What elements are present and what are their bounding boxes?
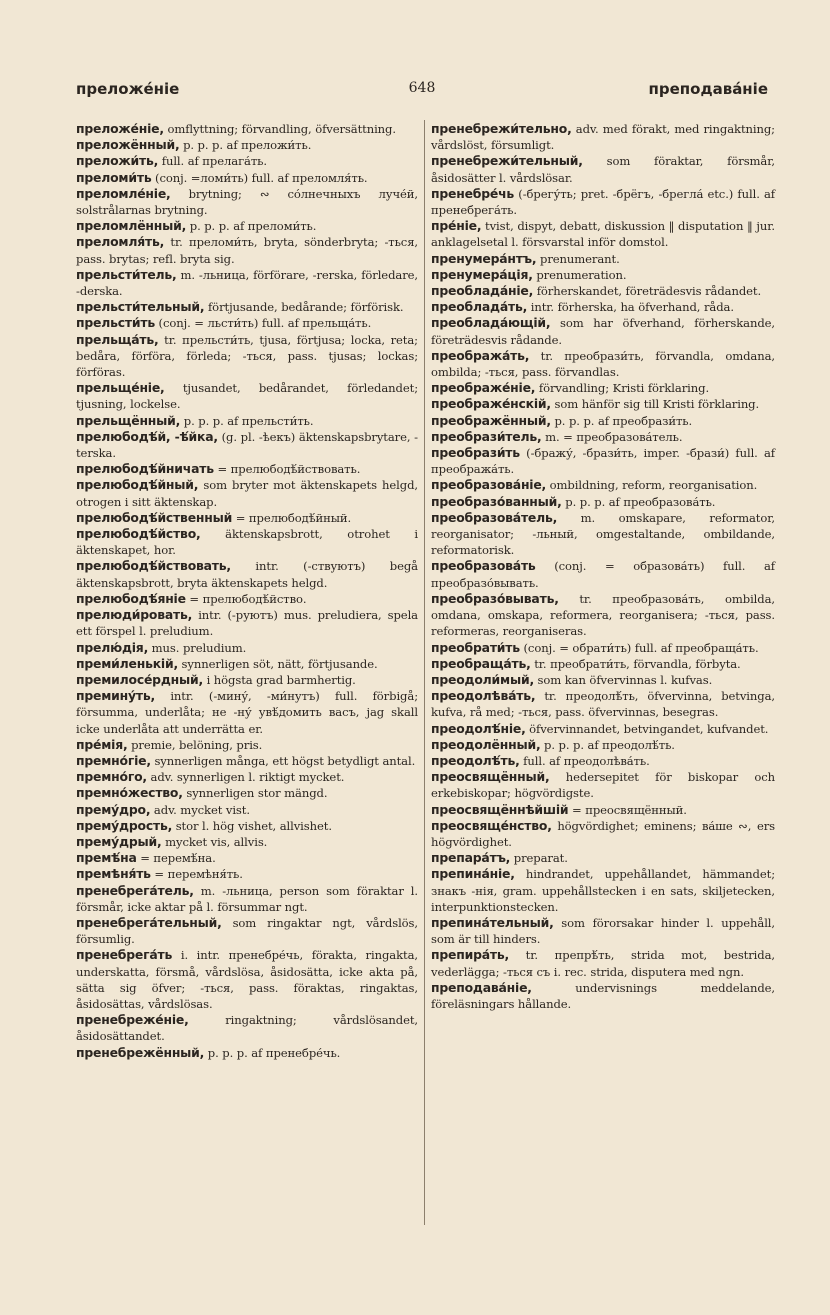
- entry-definition: premie, belöning, pris.: [127, 737, 263, 752]
- dictionary-entry: [431, 753, 775, 769]
- dictionary-entry: [431, 980, 775, 1012]
- entry-definition: preparat.: [510, 851, 568, 866]
- entry-headword: преосвящённый,: [431, 769, 550, 785]
- entry-headword: пренебрежи́тельно,: [431, 121, 572, 136]
- entry-headword: препира́ть,: [431, 947, 510, 963]
- entry-definition: som har öfverhand, förherskande, företrädesvis rådande.: [431, 316, 775, 347]
- entry-definition: prenumerant.: [536, 251, 620, 266]
- dictionary-entry: [431, 802, 775, 818]
- entry-definition: = прелюбодѣ́йный.: [232, 510, 352, 525]
- entry-definition: (conj. = обрати́ть) full. af преобраща́ть.: [519, 640, 759, 655]
- entry-headword: преложи́ть,: [76, 153, 159, 169]
- entry-definition: förherskandet, företrädesvis rådandet.: [533, 284, 762, 299]
- dictionary-entry: [431, 640, 775, 656]
- dictionary-entry: [431, 866, 775, 915]
- dictionary-entry: [76, 883, 418, 915]
- dictionary-entry: [76, 656, 418, 672]
- entry-headword: прелюди́ровать,: [76, 607, 193, 623]
- entry-headword: преосвяще́нство,: [431, 817, 552, 833]
- dictionary-entry: [431, 348, 775, 380]
- dictionary-entry: [431, 429, 775, 445]
- entry-definition: som ringaktar ngt, vårdslös, försumlig.: [76, 915, 418, 947]
- running-head-right: преподава́ніе: [648, 80, 768, 98]
- entry-headword: пренебрега́ть: [76, 947, 173, 963]
- entry-definition: brytning; ∾ со́лнечныхъ луче́й, solstrålarnas brytning.: [76, 186, 418, 218]
- entry-definition: som föraktar, försmår, åsidosätter l. vårdslösar.: [431, 154, 775, 185]
- dictionary-entry: [76, 413, 418, 429]
- dictionary-entry: [431, 315, 775, 347]
- dictionary-entry: [76, 477, 418, 509]
- entry-definition: m. = преобразова́тель.: [541, 429, 683, 444]
- entry-headword: премѣ́на: [76, 850, 137, 866]
- entry-definition: = прелюбодѣ́йствовать.: [213, 462, 361, 477]
- entry-definition: (-брегу́ть; pret. -брёгъ, -брегла́ etc.) full. af пренебрега́ть.: [431, 186, 775, 218]
- dictionary-entry: [76, 121, 418, 137]
- entry-headword: преложе́ніе,: [76, 121, 164, 136]
- dictionary-entry: [76, 672, 418, 688]
- entry-headword: преломля́ть,: [76, 234, 165, 250]
- dictionary-entry: [76, 380, 418, 412]
- dictionary-entry: [76, 737, 418, 753]
- entry-headword: прелюбодѣ́йный,: [76, 477, 199, 493]
- dictionary-entry: [76, 1012, 418, 1044]
- dictionary-entry: [76, 186, 418, 218]
- entry-definition: (conj. =ломи́ть) full. af преломля́ть.: [151, 170, 368, 185]
- dictionary-entry: [431, 558, 775, 590]
- dictionary-entry: [431, 445, 775, 477]
- dictionary-entry: [431, 121, 775, 153]
- entry-headword: прельсти́тель,: [76, 266, 177, 282]
- entry-headword: прелюбодѣ́йничать: [76, 461, 214, 477]
- entry-headword: преобрази́тель,: [431, 428, 542, 444]
- entry-headword: пренебрежи́тельный,: [431, 153, 583, 169]
- entry-definition: mycket vis, allvis.: [161, 834, 268, 849]
- dictionary-entry: [76, 461, 418, 477]
- column-right: [431, 121, 775, 1012]
- dictionary-entry: [76, 315, 418, 331]
- dictionary-entry: [76, 769, 418, 785]
- dictionary-entry: [76, 640, 418, 656]
- entry-headword: преломле́ніе,: [76, 185, 171, 201]
- dictionary-entry: [431, 721, 775, 737]
- dictionary-entry: [76, 688, 418, 737]
- entry-headword: преоблада́ющій,: [431, 315, 551, 331]
- dictionary-entry: [431, 413, 775, 429]
- entry-headword: прельще́ніе,: [76, 380, 165, 396]
- dictionary-entry: [431, 510, 775, 559]
- entry-definition: tr. прельсти́ть, tjusa, förtjusa; locka, reta; bedåra, förföra, förleda; -ться, pass. tjusas; lockas; förföras.: [76, 332, 418, 380]
- entry-definition: intr. (-ствуютъ) begå äktenskapsbrott, bryta äktenskapets helgd.: [76, 559, 418, 590]
- entry-headword: пренебрега́тель,: [76, 882, 194, 898]
- entry-headword: прельщённый,: [76, 412, 181, 428]
- entry-definition: full. af преодолѣва́ть.: [519, 753, 650, 768]
- entry-headword: преобразо́вывать,: [431, 590, 559, 606]
- entry-headword: прелюбодѣ́йственный: [76, 509, 233, 525]
- entry-headword: премно́жество,: [76, 785, 183, 801]
- entry-headword: преоблада́ть,: [431, 299, 528, 315]
- dictionary-entry: [76, 818, 418, 834]
- entry-definition: intr. (-руютъ) mus. preludiera, spela ett förspel l. preludium.: [76, 608, 418, 639]
- entry-definition: (conj. = льсти́ть) full. af прельща́ть.: [154, 316, 372, 331]
- entry-headword: преображе́ніе,: [431, 380, 536, 396]
- entry-headword: пренумера́нтъ,: [431, 250, 537, 266]
- dictionary-entry: [431, 769, 775, 801]
- entry-definition: hindrandet, uppehållandet, hämmandet; знакъ -нія, gram. uppehållstecken i en sats, skiljetecken, interpunktionstecken.: [431, 867, 775, 914]
- dictionary-entry: [431, 591, 775, 640]
- entry-definition: ringaktning; vårdslösandet, åsidosättandet.: [76, 1013, 418, 1044]
- entry-headword: преобража́ть,: [431, 347, 530, 363]
- entry-headword: препина́тельный,: [431, 914, 554, 930]
- entry-definition: ombildning, reform, reorganisation.: [546, 478, 758, 493]
- entry-headword: пренебрежённый,: [76, 1044, 205, 1060]
- dictionary-entry: [431, 947, 775, 979]
- dictionary-entry: [431, 396, 775, 412]
- entry-definition: stor l. hög vishet, allvishet.: [172, 818, 332, 833]
- dictionary-entry: [76, 947, 418, 1012]
- entry-definition: tr. преломи́ть, bryta, sönderbryta; -ться, pass. brytas; refl. bryta sig.: [76, 235, 418, 266]
- entry-definition: tr. преобрази́ть, förvandla, omdana, ombilda; -ться, pass. förvandlas.: [431, 348, 775, 380]
- entry-headword: премно́гіе,: [76, 752, 151, 768]
- page-header: [76, 80, 768, 106]
- dictionary-entry: [76, 234, 418, 266]
- entry-definition: p. p. p. af преобрази́ть.: [550, 413, 693, 428]
- entry-headword: пренумера́ція,: [431, 266, 533, 282]
- entry-headword: преосвящённѣйшій: [431, 801, 569, 817]
- entry-headword: пренебреже́ніе,: [76, 1012, 189, 1028]
- entry-headword: преми́ленькій,: [76, 655, 178, 671]
- dictionary-entry: [76, 218, 418, 234]
- entry-definition: förtjusande, bedårande; förförisk.: [204, 300, 404, 315]
- entry-definition: som bryter mot äktenskapets helgd, otrogen i sitt äktenskap.: [76, 478, 418, 509]
- dictionary-entry: [431, 656, 775, 672]
- entry-definition: som hänför sig till Kristi förklaring.: [550, 397, 760, 412]
- dictionary-entry: [76, 332, 418, 381]
- entry-headword: прельсти́тельный,: [76, 299, 205, 315]
- entry-headword: преодолённый,: [431, 736, 541, 752]
- entry-definition: (conj. = образова́ть) full. af преобразо́вывать.: [431, 559, 775, 590]
- dictionary-entry: [76, 153, 418, 169]
- entry-definition: tr. преодолѣ́ть, öfvervinna, betvinga, kufva, rå med; -ться, pass. öfvervinnas, besegras.: [431, 689, 775, 720]
- entry-definition: mus. preludium.: [148, 640, 247, 655]
- entry-headword: преодоли́мый,: [431, 671, 534, 687]
- dictionary-entry: [76, 558, 418, 590]
- entry-headword: прелюбодѣ́яніе: [76, 590, 186, 606]
- entry-definition: synnerligen söt, nätt, förtjusande.: [177, 656, 378, 671]
- entry-definition: = преосвящённый.: [568, 802, 687, 817]
- entry-definition: prenumeration.: [532, 267, 627, 282]
- entry-definition: (-бражу́, -брази́ть, imper. -брази́) full. af преобража́ть.: [431, 446, 775, 477]
- entry-headword: преоблада́ніе,: [431, 283, 534, 299]
- dictionary-entry: [431, 251, 775, 267]
- dictionary-entry: [431, 267, 775, 283]
- entry-headword: премѣня́ть: [76, 866, 151, 882]
- entry-definition: tr. препрѣ́ть, strida mot, bestrida, vederlägga; -ться съ i. rec. strida, disputera med ngn.: [431, 948, 775, 979]
- dictionary-entry: [431, 283, 775, 299]
- entry-headword: премилосе́рдный,: [76, 671, 204, 687]
- dictionary-entry: [431, 380, 775, 396]
- entry-definition: som förorsakar hinder l. uppehåll, som är till hinders.: [431, 915, 775, 947]
- entry-definition: förvandling; Kristi förklaring.: [535, 381, 710, 396]
- entry-definition: p. p. p. af преложи́ть.: [179, 138, 312, 153]
- entry-definition: högvördighet; eminens; ва́ше ∾, ers högvördighet.: [431, 818, 775, 849]
- dictionary-entry: [76, 834, 418, 850]
- entry-headword: преображе́нскій,: [431, 396, 551, 412]
- page-number: 648: [408, 80, 436, 96]
- dictionary-entry: [431, 688, 775, 720]
- dictionary-entry: [76, 753, 418, 769]
- entry-headword: преобразова́тель,: [431, 509, 558, 525]
- entry-headword: прелюбодѣ́йствовать,: [76, 558, 231, 574]
- entry-definition: i. intr. пренебре́чь, förakta, ringakta, underskatta, försmå, vårdslösa, åsidosätta, icke akta på, sätta sig öfver; -ться, pass. föraktas, ringaktas, åsidosättas, vårdslösas.: [76, 948, 418, 1011]
- entry-definition: hedersepitet för biskopar och erkebiskopar; högvördigste.: [431, 770, 775, 801]
- dictionary-entry: [431, 915, 775, 947]
- entry-definition: synnerligen stor mängd.: [182, 786, 328, 801]
- entry-definition: adv. med förakt, med ringaktning; vårdslöst, försumligt.: [431, 122, 775, 153]
- entry-definition: full. af прелага́ть.: [158, 154, 267, 169]
- entry-headword: преобраща́ть,: [431, 655, 531, 671]
- dictionary-entry: [431, 477, 775, 493]
- dictionary-entry: [76, 429, 418, 461]
- entry-definition: p. p. p. af преодолѣ́ть.: [540, 737, 675, 752]
- dictionary-entry: [76, 915, 418, 947]
- entry-definition: undervisnings meddelande, föreläsningars hållande.: [431, 980, 775, 1011]
- entry-definition: tr. преобразова́ть, ombilda, omdana, omskapa, reformera, reorganisera; -ться, pass. reformeras, reorganiseras.: [431, 591, 775, 639]
- entry-headword: преобразова́ть: [431, 558, 536, 574]
- entry-definition: i högsta grad barmhertig.: [203, 672, 356, 687]
- entry-headword: преодолѣ́ніе,: [431, 720, 526, 736]
- dictionary-entry: [76, 866, 418, 882]
- dictionary-entry: [431, 737, 775, 753]
- entry-definition: m. -льница, person som föraktar l. försmår, icke aktar på l. försummar ngt.: [76, 883, 418, 914]
- entry-headword: премно́го,: [76, 769, 147, 785]
- entry-definition: m. omskapare, reformator, reorganisator; -льный, omgestaltande, ombildande, reformatorisk.: [431, 510, 775, 558]
- entry-definition: intr. (-мину́, -ми́нутъ) full. förbigå; försumma, underlåta; не -ну́ увѣ́домить васъ, jag skall icke underlåta att underrätta er.: [76, 689, 418, 736]
- dictionary-entry: [76, 170, 418, 186]
- dictionary-entry: [76, 850, 418, 866]
- entry-headword: преодолѣва́ть,: [431, 688, 536, 704]
- entry-headword: препина́ніе,: [431, 866, 515, 882]
- entry-definition: p. p. p. af прельсти́ть.: [180, 413, 314, 428]
- entry-headword: пренебрега́тельный,: [76, 914, 222, 930]
- entry-definition: intr. förherska, ha öfverhand, råda.: [527, 300, 734, 315]
- dictionary-entry: [76, 510, 418, 526]
- entry-headword: пренебре́чь: [431, 185, 515, 201]
- entry-headword: преобрати́ть: [431, 639, 520, 655]
- entry-definition: adv. mycket vist.: [150, 802, 250, 817]
- dictionary-entry: [76, 299, 418, 315]
- dictionary-entry: [431, 672, 775, 688]
- entry-headword: прему́дрость,: [76, 817, 173, 833]
- entry-headword: прелюбодѣ́йство,: [76, 526, 201, 542]
- entry-definition: tjusandet, bedårandet, förledandet; tjusning, lockelse.: [76, 381, 418, 412]
- column-left: [76, 121, 418, 1061]
- dictionary-entry: [76, 802, 418, 818]
- dictionary-entry: [76, 137, 418, 153]
- entry-definition: p. p. p. af преобразова́ть.: [561, 494, 716, 509]
- running-head-left: преложе́ніе: [76, 80, 180, 98]
- entry-definition: = перемѣ́на.: [136, 851, 216, 866]
- entry-headword: прему́дро,: [76, 801, 151, 817]
- dictionary-entry: [431, 186, 775, 218]
- dictionary-entry: [76, 526, 418, 558]
- entry-headword: прелюбодѣ́й, -ѣ́йка,: [76, 428, 218, 444]
- entry-headword: преложённый,: [76, 137, 180, 153]
- entry-definition: p. p. p. af пренебре́чь.: [204, 1045, 341, 1060]
- entry-definition: omflyttning; förvandling, öfversättning.: [163, 122, 396, 136]
- dictionary-entry: [431, 299, 775, 315]
- column-divider: [424, 120, 425, 1225]
- entry-headword: пре́ніе,: [431, 218, 482, 234]
- entry-definition: synnerligen många, ett högst betydligt antal.: [150, 753, 416, 768]
- entry-headword: премину́ть,: [76, 688, 156, 704]
- entry-headword: прельсти́ть: [76, 315, 155, 331]
- entry-definition: (g. pl. -ѣекъ) äktenskapsbrytare, -terska.: [76, 429, 418, 461]
- dictionary-entry: [431, 850, 775, 866]
- entry-definition: p. p. p. af преломи́ть.: [186, 219, 317, 234]
- entry-definition: tr. преобрати́ть, förvandla, förbyta.: [530, 656, 741, 671]
- entry-headword: преломлённый,: [76, 218, 187, 234]
- entry-headword: преподава́ніе,: [431, 979, 532, 995]
- entry-definition: äktenskapsbrott, otrohet i äktenskapet, hor.: [76, 527, 418, 558]
- entry-headword: препара́тъ,: [431, 850, 511, 866]
- dictionary-entry: [431, 818, 775, 850]
- entry-definition: öfvervinnandet, betvingandet, kufvandet.: [525, 721, 769, 736]
- entry-headword: прему́дрый,: [76, 833, 162, 849]
- dictionary-entry: [76, 1045, 418, 1061]
- entry-headword: пре́мія,: [76, 736, 128, 752]
- dictionary-entry: [431, 153, 775, 185]
- entry-headword: преодолѣ́ть,: [431, 752, 520, 768]
- entry-headword: прелю́дія,: [76, 639, 149, 655]
- dictionary-entry: [76, 267, 418, 299]
- dictionary-entry: [431, 218, 775, 250]
- entry-definition: = перемѣня́ть.: [150, 867, 243, 882]
- entry-headword: прельща́ть,: [76, 331, 159, 347]
- entry-definition: som kan öfvervinnas l. kufvas.: [533, 672, 713, 687]
- entry-headword: преломи́ть: [76, 169, 152, 185]
- entry-definition: = прелюбодѣ́йство.: [185, 591, 307, 606]
- entry-definition: tvist, dispyt, debatt, diskussion ‖ disputation ‖ jur. anklagelsetal l. försvarstal inför domstol.: [431, 219, 775, 250]
- entry-definition: adv. synnerligen l. riktigt mycket.: [146, 770, 345, 785]
- entry-headword: преобрази́ть: [431, 445, 520, 461]
- entry-headword: преображённый,: [431, 412, 551, 428]
- dictionary-entry: [76, 785, 418, 801]
- entry-definition: m. -льница, förförare, -rerska, förledare, -derska.: [76, 267, 418, 299]
- dictionary-entry: [76, 591, 418, 607]
- dictionary-entry: [431, 494, 775, 510]
- entry-headword: преобразо́ванный,: [431, 493, 562, 509]
- dictionary-entry: [76, 607, 418, 639]
- entry-headword: преобразова́ніе,: [431, 477, 547, 493]
